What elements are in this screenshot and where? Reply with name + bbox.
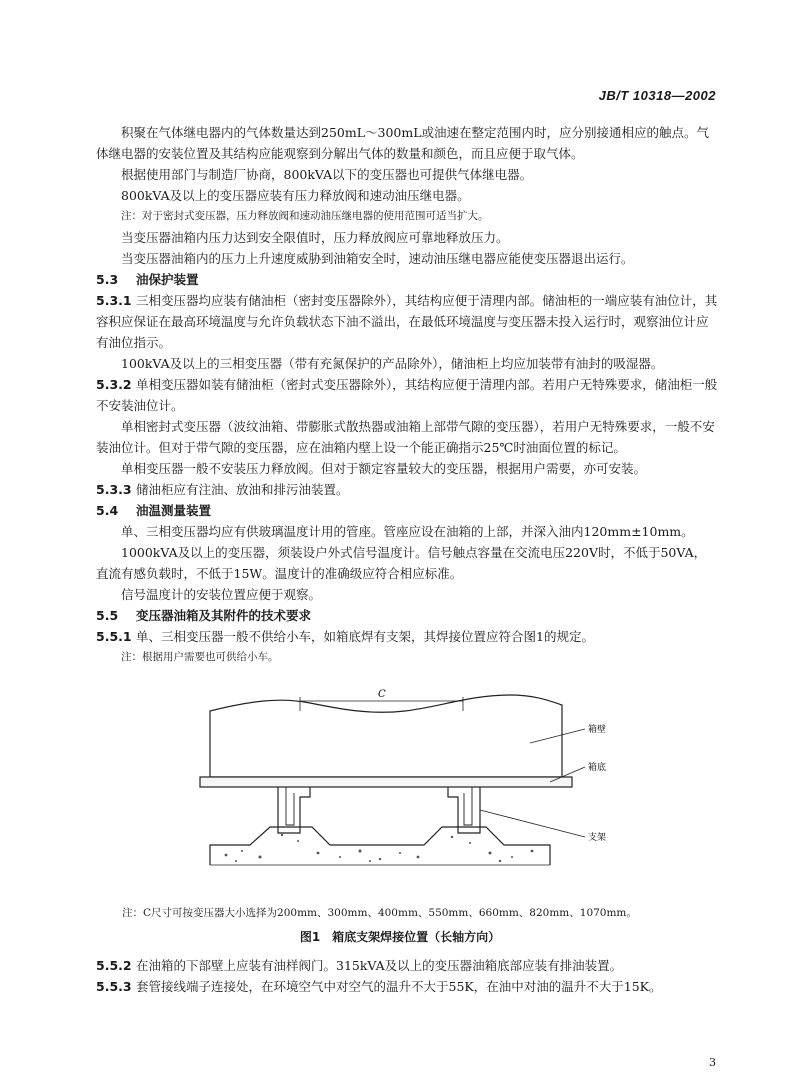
figure-note: 注：C尺寸可按变压器大小选择为200mm、300mm、400mm、550mm、660mm、820mm、1070mm。 xyxy=(122,907,637,919)
paragraph: 1000kVA及以上的变压器，须装设户外式信号温度计。信号触点容量在交流电压220V时，不低于50VA，直流有感负载时，不低于15W。温度计的准确级应符合相应标准。 xyxy=(96,545,707,581)
body-text xyxy=(96,122,718,668)
clause-text: 储油柜应有注油、放油和排污油装置。 xyxy=(136,482,349,497)
paragraph: 当变压器油箱内压力达到安全限值时，压力释放阀应可靠地释放压力。 xyxy=(121,230,509,245)
clause-text: 套管接线端子连接处，在环境空气中对空气的温升不大于55K，在油中对油的温升不大于15K。 xyxy=(136,979,662,994)
figure-caption: 图1 箱底支架焊接位置（长轴方向） xyxy=(299,930,501,944)
paragraph: 800kVA及以上的变压器应装有压力释放阀和速动油压继电器。 xyxy=(121,188,470,203)
paragraph: 当变压器油箱内的压力上升速度威胁到油箱安全时，速动油压继电器应能使变压器退出运行。 xyxy=(121,251,634,266)
standard-number: JB/T 10318—2002 xyxy=(598,88,716,103)
clause-text: 单相变压器如装有储油柜（密封式变压器除外），其结构应便于清理内部。若用户无特殊要求，储油柜一般不安装油位计。 xyxy=(96,377,718,413)
section-title: 变压器油箱及其附件的技术要求 xyxy=(136,608,312,623)
clause xyxy=(96,976,718,997)
clause xyxy=(96,479,718,500)
paragraph: 单相密封式变压器（波纹油箱、带膨胀式散热器或油箱上部带气隙的变压器），若用户无特殊要求，一般不安装油位计。但对于带气隙的变压器，应在油箱内壁上设一个能正确指示25℃时油面位置的标记。 xyxy=(96,419,715,455)
section-number: 5.5 xyxy=(96,608,119,623)
note: 注：对于密封式变压器，压力释放阀和速动油压继电器的使用范围可适当扩大。 xyxy=(121,210,489,222)
figure-drawing xyxy=(190,685,630,899)
tank-wall xyxy=(210,695,562,777)
section-number: 5.4 xyxy=(96,503,119,518)
section-number: 5.3 xyxy=(96,272,119,287)
tank-support-drawing xyxy=(190,685,630,895)
label-tank-wall: 箱壁 xyxy=(588,725,607,735)
tank-bottom xyxy=(200,777,572,787)
clause-text: 在油箱的下部壁上应装有油样阀门。315kVA及以上的变压器油箱底部应装有排油装置。 xyxy=(136,958,623,973)
label-support: 支架 xyxy=(588,833,607,843)
clause-number: 5.5.1 xyxy=(96,629,132,644)
clause xyxy=(96,290,718,353)
clause-number: 5.3.1 xyxy=(96,293,132,308)
section-title: 油温测量装置 xyxy=(136,503,212,518)
clause xyxy=(96,374,718,416)
paragraph: 信号温度计的安装位置应便于观察。 xyxy=(121,587,322,602)
label-tank-bottom: 箱底 xyxy=(588,763,607,773)
body-text-tail xyxy=(96,955,718,997)
clause-number: 5.5.3 xyxy=(96,979,132,994)
paragraph: 根据使用部门与制造厂协商，800kVA以下的变压器也可提供气体继电器。 xyxy=(121,167,533,182)
section-heading xyxy=(96,605,718,626)
clause-number: 5.3.2 xyxy=(96,377,132,392)
clause-number: 5.3.3 xyxy=(96,482,132,497)
paragraph: 100kVA及以上的三相变压器（带有充氮保护的产品除外），储油柜上均应加装带有油封的吸湿器。 xyxy=(121,356,664,371)
clause-text: 单、三相变压器一般不供给小车，如箱底焊有支架，其焊接位置应符合图1的规定。 xyxy=(136,629,594,644)
concrete-texture xyxy=(225,834,534,862)
paragraph: 单相变压器一般不安装压力释放阀。但对于额定容量较大的变压器，根据用户需要，亦可安装。 xyxy=(121,461,647,476)
section-heading xyxy=(96,500,718,521)
section-title: 油保护装置 xyxy=(136,272,199,287)
clause-text: 三相变压器均应装有储油柜（密封变压器除外），其结构应便于清理内部。储油柜的一端应装有油位计，其容积应保证在最高环境温度与允许负载状态下油不溢出，在最低环境温度与变压器未投入运行时，观察油位计应有油位指示。 xyxy=(96,293,718,350)
clause-number: 5.5.2 xyxy=(96,958,132,973)
dimension-label: C xyxy=(378,689,386,700)
note: 注：根据用户需要也可供给小车。 xyxy=(121,651,279,663)
page-number: 3 xyxy=(709,1056,716,1069)
paragraph: 积聚在气体继电器内的气体数量达到250mL～300mL或油速在整定范围内时，应分别接通相应的触点。气体继电器的安装位置及其结构应能观察到分解出气体的数量和颜色，而且应便于取气体。 xyxy=(96,125,710,161)
paragraph: 单、三相变压器均应有供玻璃温度计用的管座。管座应设在油箱的上部，并深入油内120mm±10mm。 xyxy=(121,524,694,539)
section-heading xyxy=(96,269,718,290)
clause xyxy=(96,955,718,976)
clause xyxy=(96,626,718,647)
